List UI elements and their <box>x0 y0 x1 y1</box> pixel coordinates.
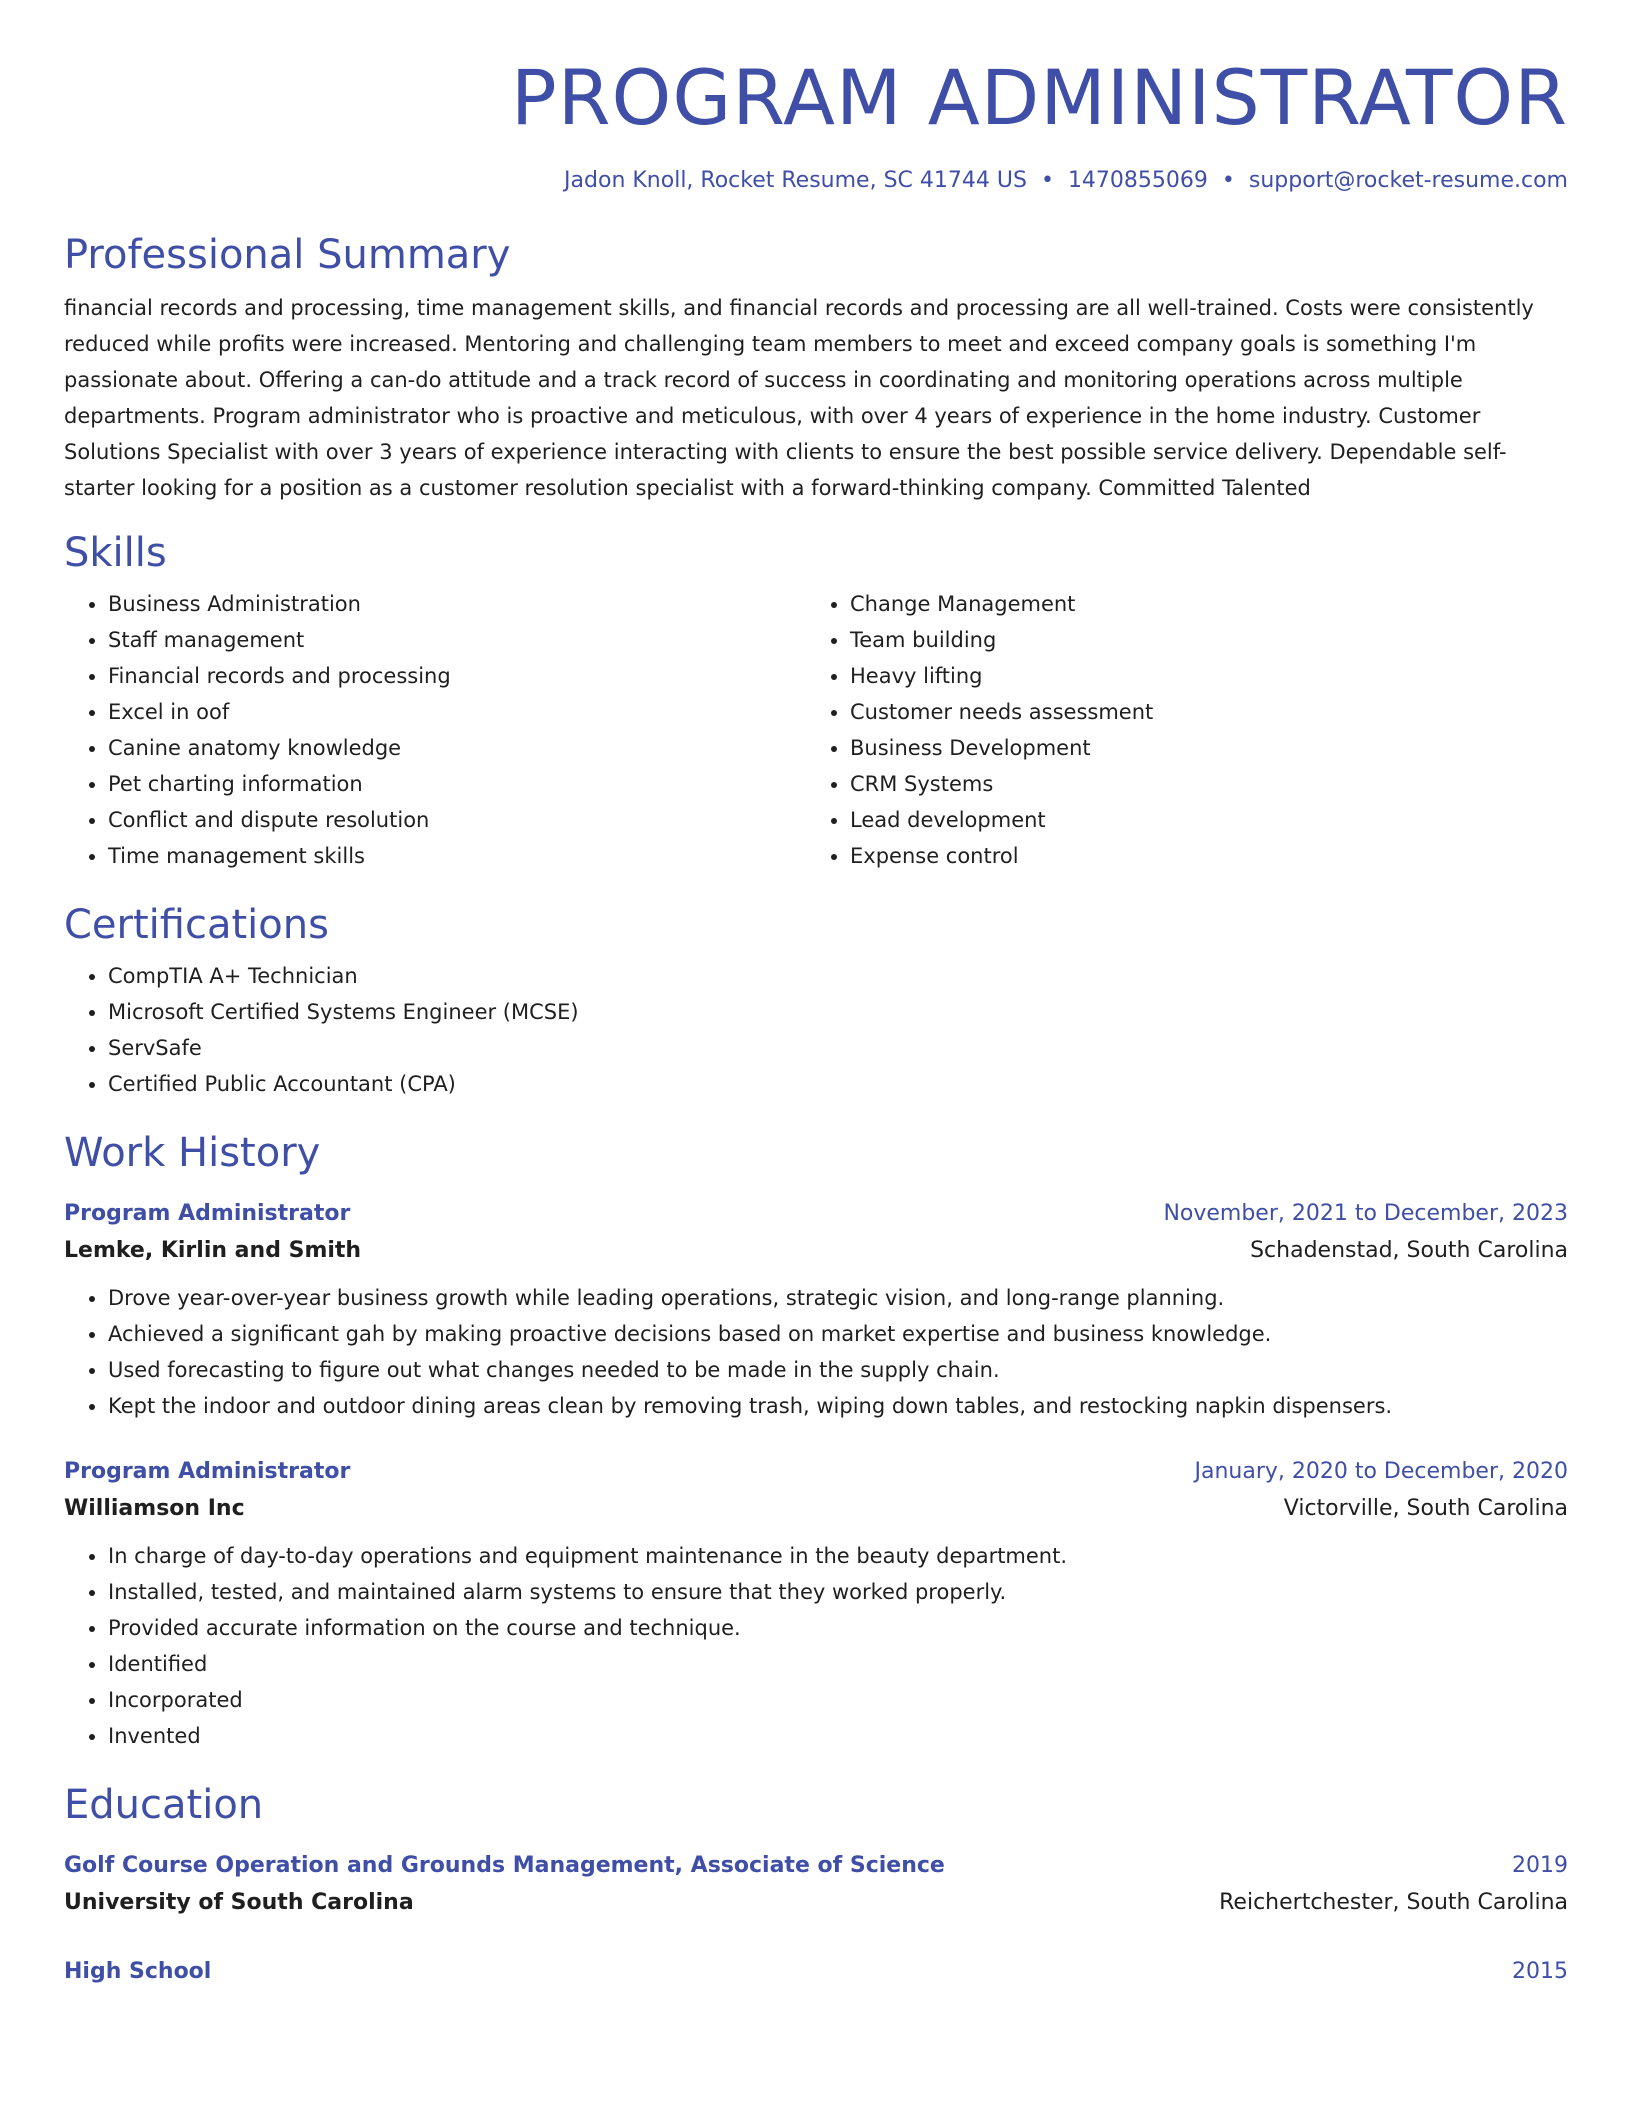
job-title-row <box>64 1454 1568 1490</box>
skills-list-left <box>64 586 806 874</box>
skill-item: • Change Management <box>850 586 1548 622</box>
job-dates: November, 2021 to December, 2023 <box>1163 1201 1568 1226</box>
skill-item: • Excel in oof <box>108 694 806 730</box>
job-company-row <box>64 1232 1568 1270</box>
job-entry <box>64 1196 1568 1424</box>
skill-item: • Time management skills <box>108 838 806 874</box>
summary-text: financial records and processing, time management skills, and financial records and processing are all well-trained. Costs were consistently reduced while profits were increased. Mentoring and challenging team members to meet and exceed company goals is something I'm passionate about. Offering a can-do attitude and a track record of success in coordinating and monitoring operations across multiple departments. Program administrator who is proactive and meticulous, with over 4 years of experience in the home industry. Customer Solutions Specialist with over 3 years of experience interacting with clients to ensure the best possible service delivery. Dependable self-starter looking for a position as a customer resolution specialist with a forward-thinking company. Committed Talented <box>64 296 1534 500</box>
job-bullet: • Invented <box>108 1718 1568 1754</box>
skill-item: • Team building <box>850 622 1548 658</box>
job-company: Lemke, Kirlin and Smith <box>64 1238 362 1263</box>
certification-item: • ServSafe <box>108 1030 1568 1066</box>
job-entry <box>64 1454 1568 1754</box>
job-dates: January, 2020 to December, 2020 <box>1194 1459 1568 1484</box>
certifications-list <box>64 958 1568 1102</box>
education-entry <box>64 1848 1568 1922</box>
job-bullet: • In charge of day-to-day operations and equipment maintenance in the beauty department. <box>108 1538 1568 1574</box>
certification-item: • Microsoft Certified Systems Engineer (MCSE) <box>108 994 1568 1030</box>
skills-columns <box>64 586 1568 874</box>
job-bullet: • Achieved a significant gah by making proactive decisions based on market expertise and business knowledge. <box>108 1316 1568 1352</box>
job-bullet: • Incorporated <box>108 1682 1568 1718</box>
skill-item: • Lead development <box>850 802 1548 838</box>
section-heading-skills: Skills <box>64 530 167 576</box>
job-location: Schadenstad, South Carolina <box>1250 1238 1568 1263</box>
skills-column-right <box>806 586 1548 874</box>
skill-item: • CRM Systems <box>850 766 1548 802</box>
skill-item: • Pet charting information <box>108 766 806 802</box>
skill-item: • Heavy lifting <box>850 658 1548 694</box>
job-bullet: • Drove year-over-year business growth while leading operations, strategic vision, and long-range planning. <box>108 1280 1568 1316</box>
skill-item: • Business Administration <box>108 586 806 622</box>
education-location: Reichertchester, South Carolina <box>1219 1890 1568 1915</box>
work-history-section <box>64 1128 1568 1754</box>
education-degree: High School <box>64 1959 212 1984</box>
job-company-row <box>64 1490 1568 1528</box>
job-bullet: • Installed, tested, and maintained alarm systems to ensure that they worked properly. <box>108 1574 1568 1610</box>
skill-item: • Financial records and processing <box>108 658 806 694</box>
contact-phone: 1470855069 <box>1067 168 1208 193</box>
resume-title: PROGRAM ADMINISTRATOR <box>510 53 1568 142</box>
education-entry <box>64 1954 1568 1990</box>
job-bullets <box>64 1538 1568 1754</box>
skill-item: • Conflict and dispute resolution <box>108 802 806 838</box>
job-title: Program Administrator <box>64 1459 351 1484</box>
job-title: Program Administrator <box>64 1201 351 1226</box>
education-degree-row <box>64 1954 1568 1990</box>
skill-item: • Canine anatomy knowledge <box>108 730 806 766</box>
skill-item: • Customer needs assessment <box>850 694 1548 730</box>
skills-column-left <box>64 586 806 874</box>
contact-line <box>64 166 1568 196</box>
education-school: University of South Carolina <box>64 1890 414 1915</box>
education-year: 2019 <box>1512 1853 1568 1878</box>
skills-list-right <box>806 586 1548 874</box>
certifications-section <box>64 900 1568 1102</box>
education-degree: Golf Course Operation and Grounds Management, Associate of Science <box>64 1853 945 1878</box>
education-school-row <box>64 1884 1568 1922</box>
skills-section <box>64 528 1568 874</box>
skill-item: • Staff management <box>108 622 806 658</box>
contact-email[interactable]: support@rocket-resume.com <box>1248 168 1568 193</box>
certification-item: • Certified Public Accountant (CPA) <box>108 1066 1568 1102</box>
job-bullets <box>64 1280 1568 1424</box>
job-bullet: • Provided accurate information on the course and technique. <box>108 1610 1568 1646</box>
education-year: 2015 <box>1512 1959 1568 1984</box>
section-heading-certifications: Certifications <box>64 902 329 948</box>
contact-separator: • <box>1040 168 1054 193</box>
job-title-row <box>64 1196 1568 1232</box>
section-heading-summary: Professional Summary <box>64 232 511 278</box>
contact-separator: • <box>1221 168 1235 193</box>
skill-item: • Business Development <box>850 730 1548 766</box>
job-bullet: • Identified <box>108 1646 1568 1682</box>
education-section <box>64 1780 1568 1990</box>
section-heading-work-history: Work History <box>64 1130 321 1176</box>
skill-item: • Expense control <box>850 838 1548 874</box>
job-bullet: • Kept the indoor and outdoor dining areas clean by removing trash, wiping down tables, and restocking napkin dispensers. <box>108 1388 1568 1424</box>
resume-header <box>64 48 1568 196</box>
job-company: Williamson Inc <box>64 1496 245 1521</box>
education-degree-row <box>64 1848 1568 1884</box>
contact-address: Jadon Knoll, Rocket Resume, SC 41744 US <box>564 168 1027 193</box>
section-heading-education: Education <box>64 1782 264 1828</box>
summary-section <box>64 230 1568 506</box>
job-bullet: • Used forecasting to figure out what changes needed to be made in the supply chain. <box>108 1352 1568 1388</box>
certification-item: • CompTIA A+ Technician <box>108 958 1568 994</box>
job-location: Victorville, South Carolina <box>1283 1496 1568 1521</box>
